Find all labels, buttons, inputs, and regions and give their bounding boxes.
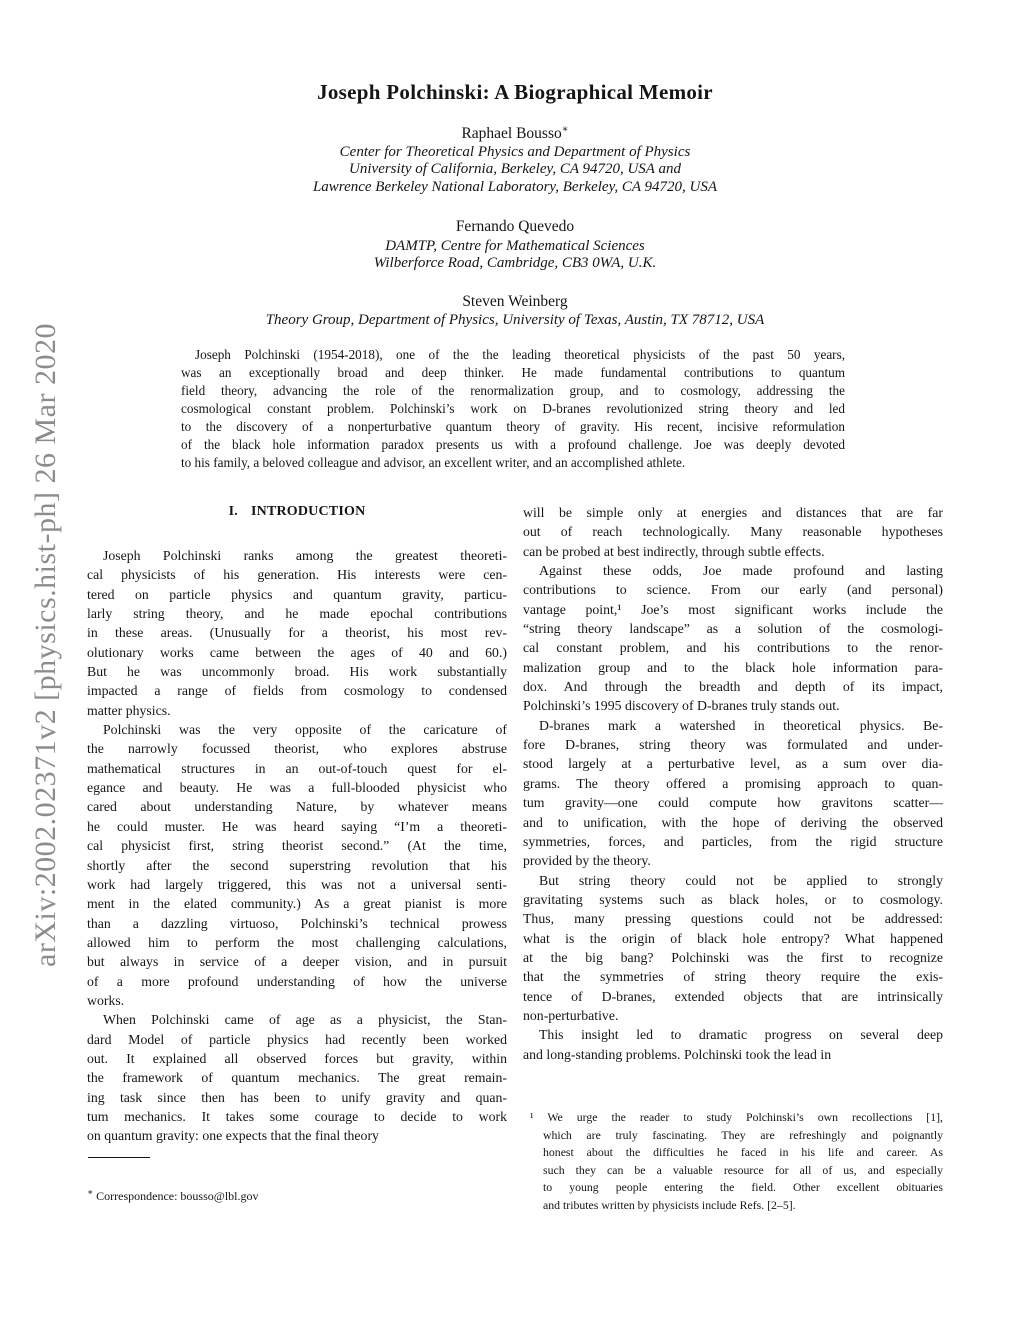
text-line: cal constant problem, and his contributions to the renor-: [523, 640, 943, 656]
right-column: [523, 503, 943, 1064]
text-line: tum gravity—one could compute how gravitons scatter—: [523, 795, 943, 811]
text-line: works.: [87, 992, 125, 1008]
paragraph: [523, 871, 943, 1026]
text-line: Polchinski’s 1995 discovery of D-branes truly stands out.: [523, 698, 840, 714]
text-line: But string theory could not be applied to strongly: [539, 872, 943, 888]
text-line: ing task since then has been to unify gravity and quan-: [87, 1089, 507, 1105]
text-line: cal physicists of his generation. His interests were cen-: [87, 567, 507, 583]
text-line: Lawrence Berkeley National Laboratory, Berkeley, CA 94720, USA: [312, 178, 718, 195]
text-line: larly string theory, and he made epochal contributions: [87, 606, 507, 622]
paragraph: [523, 716, 943, 871]
text-line: was an exceptionally broad and deep thinker. He made fundamental contributions to quantum: [181, 365, 845, 380]
text-line: which are truly fascinating. They are refreshingly and poignantly: [543, 1127, 943, 1142]
text-line: he could muster. He was heard saying “I’m a theoreti-: [87, 818, 507, 834]
text-line: Thus, many pressing questions could not be addressed:: [523, 911, 943, 927]
text-line: tered on particle physics and quantum gravity, particu-: [87, 586, 507, 602]
text-line: Center for Theoretical Physics and Department of Physics: [339, 144, 691, 160]
text-line: than a dazzling virtuoso, Polchinski’s technical prowess: [87, 915, 507, 931]
text-line: to his family, a beloved colleague and advisor, an excellent writer, and an accomplished athlete.: [181, 455, 686, 470]
text-line: cal physicist first, string theorist second.” (At the time,: [87, 838, 507, 854]
text-line: out. It explained all observed forces but gravity, within: [87, 1050, 507, 1066]
text-line: to young people entering the field. Other excellent obituaries: [543, 1180, 943, 1195]
author-name-quevedo: Fernando Quevedo: [455, 218, 575, 235]
text-line: When Polchinski came of age as a physicist, the Stan-: [103, 1012, 507, 1028]
right-column-body: [523, 503, 943, 1064]
paragraph: [87, 720, 507, 1010]
affiliation-quevedo: [0, 238, 1020, 273]
text-line: stood largely at a perturbative level, as a sum over dia-: [523, 756, 943, 772]
text-line: shortly after the second superstring revolution that his: [87, 857, 507, 873]
text-line: provided by the theory.: [523, 853, 651, 869]
left-column-body: [87, 546, 507, 1146]
author-name-bousso: [0, 124, 1020, 143]
text-line: tence of D-branes, extended objects that are intrinsically: [523, 988, 943, 1004]
text-line: field theory, advancing the role of the renormalization group, and to cosmology, addressing the: [181, 383, 845, 398]
text-line: Joseph Polchinski (1954-2018), one of the the leading theoretical physicists of the past 50 years,: [195, 347, 845, 362]
author-name-text: Raphael Bousso: [461, 125, 562, 143]
text-line: at the big bang? Polchinski was the first to recognize: [523, 949, 943, 965]
section-title: INTRODUCTION: [250, 504, 366, 519]
paragraph: [523, 561, 943, 716]
text-line: impacted a range of fields from cosmology to condensed: [87, 683, 507, 699]
text-line: gravitating systems such as black holes, or to cosmology.: [523, 891, 943, 907]
paragraph: [87, 546, 507, 720]
text-line: and long-standing problems. Polchinski took the lead in: [523, 1046, 832, 1062]
footnote-rule: [88, 1157, 150, 1158]
text-line: of a more profound understanding of how the universe: [87, 973, 507, 989]
text-line: This insight led to dramatic progress on several deep: [539, 1027, 943, 1043]
text-line: out of reach technologically. Many reasonable hypotheses: [523, 524, 943, 540]
text-line: to the discovery of a nonperturbative quantum theory of gravity. His recent, incisive reformulation: [181, 419, 845, 434]
text-line: Polchinski was the very opposite of the caricature of: [103, 722, 507, 738]
affiliation-weinberg: [0, 312, 1020, 329]
text-line: dard Model of particle physics had recently been worked: [87, 1031, 507, 1047]
arxiv-watermark: arXiv:2002.02371v2 [physics.hist-ph] 26 Mar 2020: [29, 323, 62, 967]
text-line: honest about the difficulties he faced in his life and career. As: [543, 1145, 943, 1160]
text-line: fore D-branes, string theory was formulated and under-: [523, 737, 943, 753]
text-line: and tributes written by physicists include Refs. [2–5].: [543, 1197, 796, 1212]
text-line: can be probed at best indirectly, through subtle effects.: [523, 543, 825, 559]
text-line: “string theory landscape” as a solution of the cosmologi-: [523, 621, 943, 637]
paper-title: Joseph Polchinski: A Biographical Memoir: [317, 80, 713, 104]
text-line: matter physics.: [87, 702, 171, 718]
text-line: the framework of quantum mechanics. The great remain-: [87, 1070, 507, 1086]
text-line: olutionary works came between the ages of 40 and 60.): [87, 644, 507, 660]
text-line: But he was uncommonly broad. His work substantially: [87, 664, 507, 680]
text-line: University of California, Berkeley, CA 94720, USA and: [349, 161, 681, 178]
text-line: ¹ We urge the reader to study Polchinski’s own recollections [1],: [530, 1110, 943, 1124]
footnote-asterisk: ∗: [87, 1187, 94, 1197]
text-line: tum mechanics. It takes some courage to decide to work: [87, 1108, 507, 1124]
text-line: contributions to science. From our early (and personal): [523, 582, 943, 598]
text-line: vantage point,¹ Joe’s most significant works include the: [523, 601, 943, 617]
text-line: in these areas. (Unusually for a theorist, his most rev-: [87, 625, 507, 641]
text-line: symmetries, forces, and particles, from the rigid structure: [523, 833, 943, 849]
text-line: the narrowly focussed theorist, who explores abstruse: [87, 741, 507, 757]
text-line: but always in service of a deeper vision, and in pursuit: [87, 954, 507, 970]
text-line: DAMTP, Centre for Mathematical Sciences: [385, 238, 645, 254]
text-line: ment in the elated community.) As a great pianist is more: [87, 896, 507, 912]
paragraph: [87, 1010, 507, 1145]
section-number: I.: [228, 504, 238, 519]
text-line: mathematical structures in an out-of-touch quest for el-: [87, 760, 507, 776]
section-heading-introduction: [87, 503, 507, 521]
text-line: on quantum gravity: one expects that the final theory: [87, 1128, 379, 1144]
footnote-1: [523, 1109, 943, 1215]
text-line: non-perturbative.: [523, 1007, 619, 1023]
text-line: Joseph Polchinski ranks among the greatest theoreti-: [103, 548, 507, 563]
text-line: and to unification, with the hope of deriving the observed: [523, 814, 943, 830]
abstract: [181, 346, 845, 472]
correspondence-text: Correspondence: bousso@lbl.gov: [96, 1189, 259, 1203]
text-line: of the black hole information paradox presents us with a profound challenge. Joe was deeply devoted: [181, 437, 845, 452]
text-line: grams. The theory offered a promising approach to quan-: [523, 775, 943, 791]
affiliation-bousso: [0, 144, 1020, 196]
text-line: D-branes mark a watershed in theoretical physics. Be-: [539, 717, 943, 733]
text-line: work had largely triggered, this was not a universal senti-: [87, 876, 507, 892]
text-line: cosmological constant problem. Polchinski’s work on D-branes revolutionized string theory and led: [181, 401, 845, 416]
text-line: dox. And through the breadth and depth of its impact,: [523, 679, 943, 695]
text-line: Theory Group, Department of Physics, University of Texas, Austin, TX 78712, USA: [265, 312, 765, 328]
author-name-weinberg: Steven Weinberg: [462, 293, 568, 310]
text-line: malization group and to the black hole information para-: [523, 659, 943, 675]
paragraph: [523, 1025, 943, 1064]
text-line: what is the origin of black hole entropy? What happened: [523, 930, 943, 946]
correspondence-marker: ∗: [561, 124, 569, 135]
correspondence-footnote: [87, 1187, 507, 1204]
text-line: cared about understanding Nature, by whatever means: [87, 799, 507, 815]
text-line: that the symmetries of string theory require the exis-: [523, 969, 943, 985]
text-line: such they can be a valuable resource for all of us, and especially: [543, 1162, 943, 1177]
text-line: egance and beauty. He was a full-blooded physicist who: [87, 780, 507, 796]
left-column: [87, 503, 507, 1146]
text-line: will be simple only at energies and distances that are far: [523, 505, 943, 520]
paragraph: [523, 503, 943, 561]
text-line: Against these odds, Joe made profound and lasting: [539, 563, 943, 579]
text-line: Wilberforce Road, Cambridge, CB3 0WA, U.K.: [373, 255, 657, 272]
text-line: allowed him to perform the most challenging calculations,: [87, 934, 507, 950]
